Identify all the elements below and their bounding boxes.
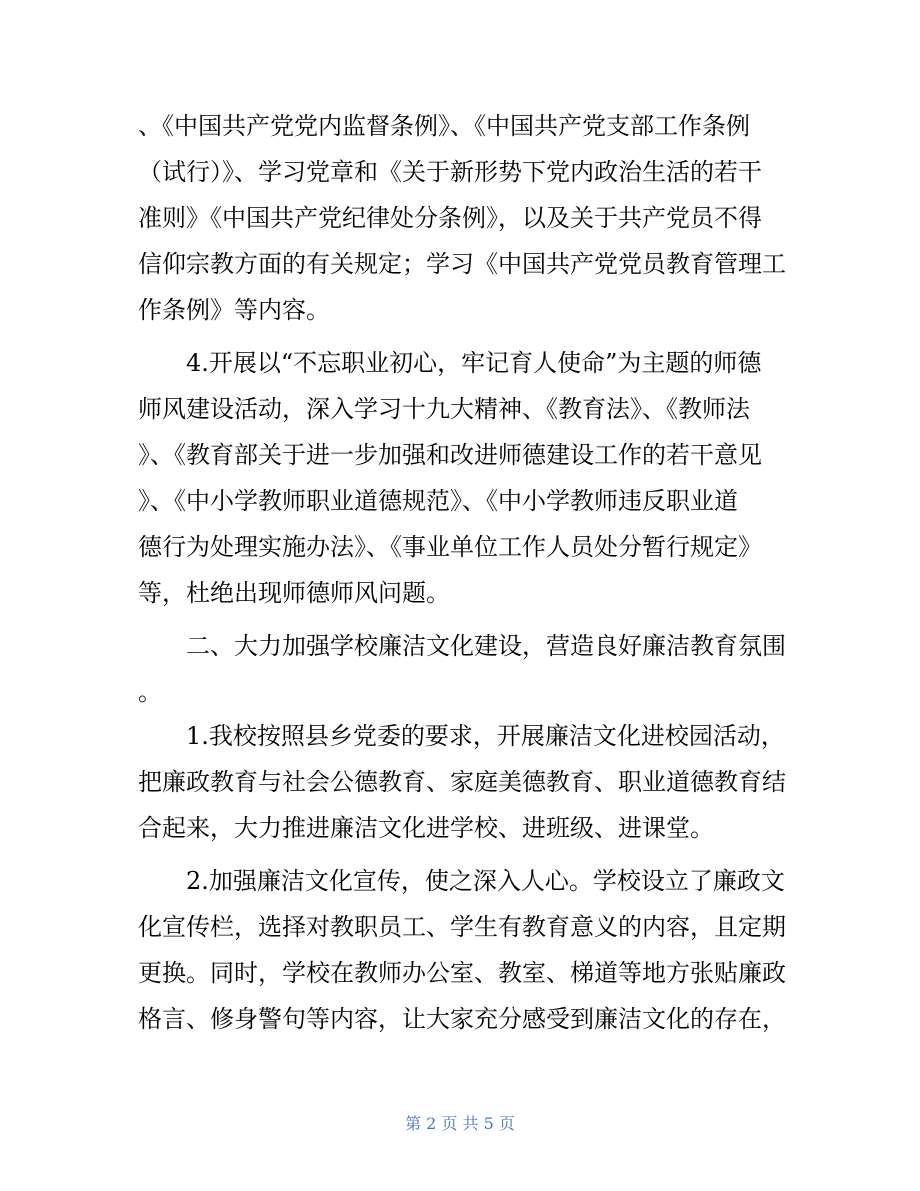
- text-line: 等，杜绝出现师德师风问题。: [138, 579, 450, 607]
- text-line: 合起来，大力推进廉洁文化进学校、进班级、进课堂。: [138, 814, 714, 842]
- section-heading: 二、大力加强学校廉洁文化建设，营造良好廉洁教育氛围: [186, 632, 786, 660]
- page-number-label: 第 2 页 共 5 页: [405, 1114, 515, 1133]
- text-line: 》、《中小学教师职业道德规范》、《中小学教师违反职业道: [138, 487, 738, 515]
- text-line: 。: [138, 678, 162, 706]
- text-line: 4.开展以“不忘职业初心，牢记育人使命”为主题的师德: [186, 349, 762, 377]
- text-line: 化宣传栏，选择对教职员工、学生有教育意义的内容，且定期: [138, 913, 786, 941]
- text-line: 格言、修身警句等内容，让大家充分感受到廉洁文化的存在，: [138, 1005, 786, 1033]
- text-line: 更换。同时，学校在教师办公室、教室、梯道等地方张贴廉政: [138, 959, 786, 987]
- text-line: 作条例》等内容。: [138, 296, 330, 324]
- text-line: 2.加强廉洁文化宣传，使之深入人心。学校设立了廉政文: [186, 867, 785, 895]
- text-line: （试行）》、学习党章和《关于新形势下党内政治生活的若干: [138, 158, 762, 186]
- text-line: 信仰宗教方面的有关规定；学习《中国共产党党员教育管理工: [138, 250, 786, 278]
- text-line: 把廉政教育与社会公德教育、家庭美德教育、职业道德教育结: [138, 768, 786, 796]
- page-footer: [0, 1112, 920, 1136]
- text-line: 准则》《中国共产党纪律处分条例》，以及关于共产党员不得: [138, 204, 762, 232]
- text-line: 德行为处理实施办法》、《事业单位工作人员处分暂行规定》: [138, 533, 762, 561]
- text-line: 1.我校按照县乡党委的要求，开展廉洁文化进校园活动，: [186, 722, 785, 750]
- text-line: 》、《教育部关于进一步加强和改进师德建设工作的若干意见: [138, 441, 762, 469]
- text-line: 、《中国共产党党内监督条例》、《中国共产党支部工作条例: [138, 112, 750, 140]
- text-line: 师风建设活动，深入学习十九大精神、《教育法》、《教师法: [138, 395, 750, 423]
